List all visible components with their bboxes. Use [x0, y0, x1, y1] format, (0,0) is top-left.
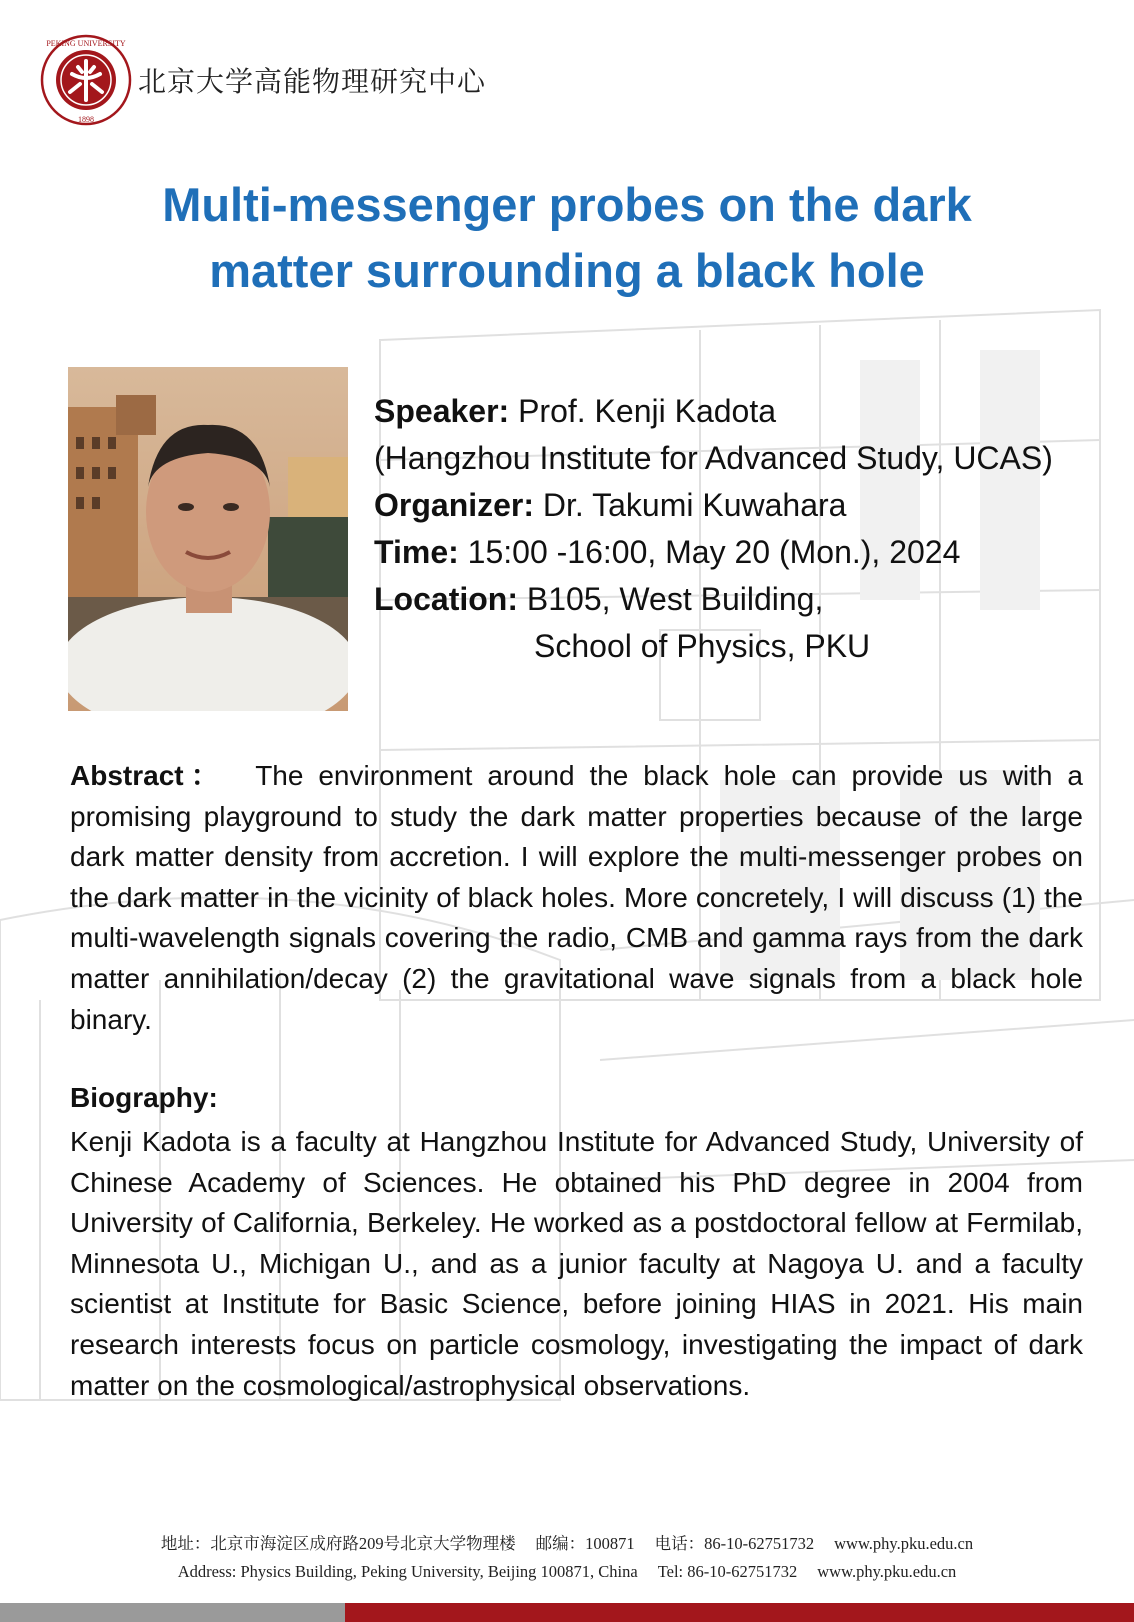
location-value: B105, West Building,: [517, 581, 824, 617]
abstract: [70, 756, 1083, 1040]
logo-year: 1898: [78, 115, 94, 124]
abstract-label: Abstract：: [70, 760, 226, 791]
biography-text: Kenji Kadota is a faculty at Hangzhou Institute for Advanced Study, University of Chinese Academy of Sciences. He obtained his PhD degree in 2004 from University of California, Berkeley. He worked as a postdoctoral fellow at Fermilab, Minnesota U., Michigan U., and as a junior faculty at Nagoya U. and a faculty scientist at Institute for Basic Science, before joining HIAS in 2021. His main research interests focus on particle cosmology, investigating the impact of dark matter on the cosmological/astrophysical observations.: [70, 1126, 1083, 1401]
logo-text: PEKING UNIVERSITY: [46, 39, 126, 48]
footer-bar-red: [345, 1603, 1134, 1622]
footer-chinese-line: [0, 1530, 1134, 1558]
talk-title-line1: Multi-messenger probes on the dark: [162, 178, 972, 231]
footer-bar-grey: [0, 1603, 345, 1622]
biography-heading: Biography:: [70, 1082, 218, 1113]
organizer-name: Dr. Takumi Kuwahara: [534, 487, 847, 523]
footer-en-web: www.phy.pku.edu.cn: [817, 1562, 957, 1581]
footer-cn-postcode: 邮编：100871: [535, 1534, 635, 1553]
abstract-text: The environment around the black hole can provide us with a promising playground to study the dark matter properties because of the large dark matter density from accretion. I will explore the multi-messenger probes on the dark matter in the vicinity of black holes. More concretely, I will discuss (1) the multi-wavelength signals covering the radio, CMB and gamma rays from the dark matter annihilation/decay (2) the gravitational wave signals from a black hole binary.: [70, 760, 1083, 1035]
footer-en-address: Address: Physics Building, Peking University, Beijing 100871, China: [177, 1562, 638, 1581]
speaker-row: [374, 388, 1053, 435]
time-label: Time:: [374, 534, 459, 570]
location-label: Location:: [374, 581, 518, 617]
institution-name: 北京大学高能物理研究中心: [138, 65, 487, 98]
talk-title-line2: matter surrounding a black hole: [209, 244, 925, 297]
footer-cn-phone: 电话：86-10-62751732: [654, 1534, 815, 1553]
header: [40, 34, 486, 126]
organizer-label: Organizer:: [374, 487, 535, 523]
talk-title: [60, 172, 1074, 304]
footer-cn-address: 地址：北京市海淀区成府路209号北京大学物理楼: [160, 1534, 516, 1553]
speaker-photo: [68, 367, 348, 711]
location-row: [374, 576, 1053, 623]
peking-university-logo: [40, 34, 132, 126]
footer-cn-web: www.phy.pku.edu.cn: [834, 1534, 974, 1553]
talk-info: [374, 388, 1053, 670]
organizer-row: [374, 482, 1053, 529]
speaker-affiliation: (Hangzhou Institute for Advanced Study, UCAS): [374, 440, 1053, 476]
footer-english-line: [0, 1558, 1134, 1586]
time-value: 15:00 -16:00, May 20 (Mon.), 2024: [458, 534, 961, 570]
footer: [0, 1530, 1134, 1586]
speaker-label: Speaker:: [374, 393, 510, 429]
footer-en-phone: Tel: 86-10-62751732: [657, 1562, 798, 1581]
location-value-line2: School of Physics, PKU: [534, 628, 871, 664]
time-row: [374, 529, 1053, 576]
speaker-name: Prof. Kenji Kadota: [509, 393, 777, 429]
